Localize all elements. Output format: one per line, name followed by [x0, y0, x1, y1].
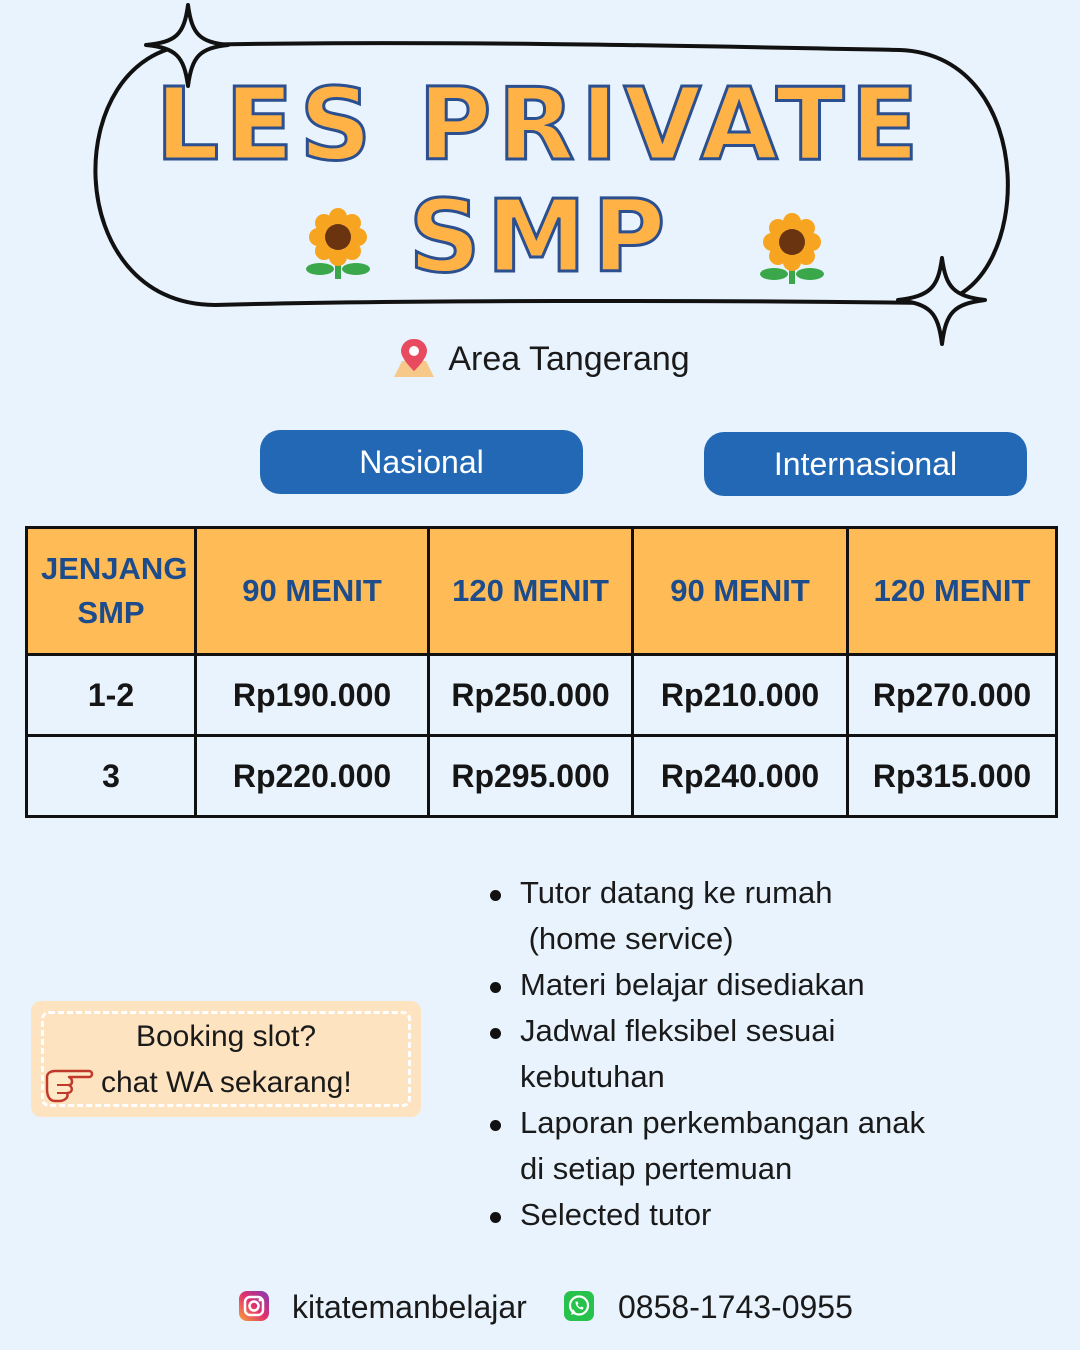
header-internasional-90: 90 MENIT: [633, 528, 848, 655]
page-title-line-1: LES PRIVATE: [155, 66, 925, 183]
header-internasional-120: 120 MENIT: [848, 528, 1057, 655]
level-cell: 1-2: [27, 655, 196, 736]
price-cell: Rp240.000: [633, 736, 848, 817]
tab-nasional[interactable]: Nasional: [260, 430, 583, 494]
instagram-handle[interactable]: kitatemanbelajar: [292, 1289, 527, 1325]
price-cell: Rp250.000: [429, 655, 633, 736]
list-item: Tutor datang ke rumah (home service): [488, 870, 1048, 962]
price-cell: Rp270.000: [848, 655, 1057, 736]
level-cell: 3: [27, 736, 196, 817]
header-nasional-90: 90 MENIT: [196, 528, 429, 655]
table-row: [27, 736, 1057, 817]
list-item: Jadwal fleksibel sesuai kebutuhan: [488, 1008, 1048, 1100]
price-cell: Rp315.000: [848, 736, 1057, 817]
map-pin-icon: [390, 337, 438, 381]
header-level: JENJANG SMP: [27, 528, 196, 655]
location-label: [0, 333, 1080, 383]
booking-question: Booking slot?: [135, 1020, 317, 1053]
price-table: [25, 526, 1058, 818]
instagram-icon[interactable]: [238, 1290, 270, 1322]
booking-cta[interactable]: [31, 1001, 421, 1117]
table-header-row: [27, 528, 1057, 655]
list-item: Materi belajar disediakan: [488, 962, 1048, 1008]
sunflower-icon: [298, 205, 378, 285]
price-cell: Rp190.000: [196, 655, 429, 736]
pointing-hand-icon: [43, 1063, 95, 1103]
phone-number[interactable]: 0858-1743-0955: [618, 1289, 853, 1325]
list-item: Laporan perkembangan anak di setiap pertemuan: [488, 1100, 1048, 1192]
header-nasional-120: 120 MENIT: [429, 528, 633, 655]
list-item: Selected tutor: [488, 1192, 1048, 1238]
price-cell: Rp295.000: [429, 736, 633, 817]
booking-cta-text: chat WA sekarang!: [101, 1066, 352, 1099]
table-row: [27, 655, 1057, 736]
sunflower-icon: [752, 210, 832, 290]
price-cell: Rp220.000: [196, 736, 429, 817]
footer-contact: [0, 1282, 1080, 1332]
price-cell: Rp210.000: [633, 655, 848, 736]
page-title-line-2: SMP: [408, 178, 672, 295]
tab-internasional[interactable]: Internasional: [704, 432, 1027, 496]
location-text: Area Tangerang: [448, 340, 690, 379]
whatsapp-icon[interactable]: [563, 1290, 595, 1322]
feature-list: [488, 870, 1048, 1238]
